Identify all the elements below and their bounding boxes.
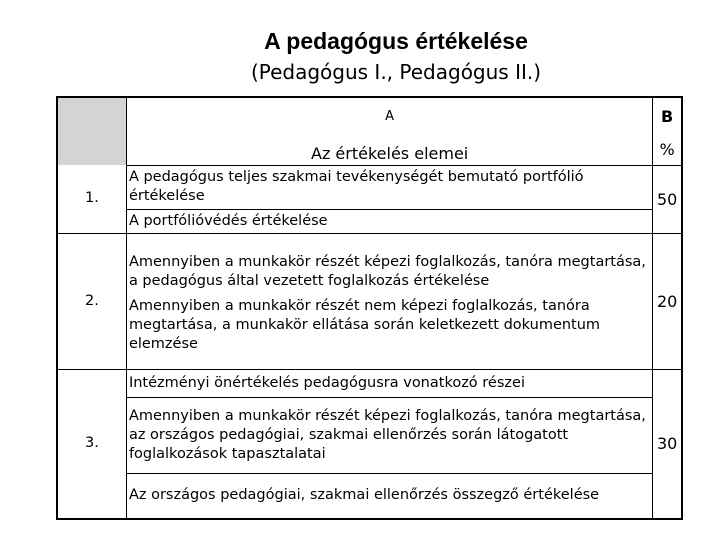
- row-number: 3.: [57, 369, 126, 519]
- row-percent: 50: [653, 165, 682, 233]
- evaluation-item: A pedagógus teljes szakmai tevékenységét bemutató portfólió értékelése: [126, 165, 652, 209]
- evaluation-item: Amennyiben a munkakör részét nem képezi foglalkozás, tanóra megtartása, a munkakör ellátása során keletkezett dokumentum elemzése: [126, 297, 652, 369]
- column-a-header: A: [126, 97, 652, 135]
- evaluation-item: Amennyiben a munkakör részét képezi foglalkozás, tanóra megtartása, az országos pedagógiai, szakmai ellenőrzés során látogatott foglalkozások tapasztalatai: [126, 397, 652, 473]
- evaluation-item: Intézményi önértékelés pedagógusra vonatkozó részei: [126, 369, 652, 397]
- evaluation-table: [56, 96, 683, 520]
- row-number: 1.: [57, 165, 126, 233]
- page-subtitle: (Pedagógus I., Pedagógus II.): [250, 60, 542, 84]
- evaluation-item: Az országos pedagógiai, szakmai ellenőrzés összegző értékelése: [126, 473, 652, 519]
- row-percent: 20: [653, 233, 682, 369]
- row-percent: 30: [653, 369, 682, 519]
- evaluation-item: A portfólióvédés értékelése: [126, 209, 652, 233]
- row-number: 2.: [57, 233, 126, 369]
- evaluation-item: Amennyiben a munkakör részét képezi foglalkozás, tanóra megtartása, a pedagógus által vezetett foglalkozás értékelése: [126, 233, 652, 297]
- elements-header: Az értékelés elemei: [126, 135, 652, 165]
- percent-header: %: [653, 135, 682, 165]
- page-title: A pedagógus értékelése: [264, 28, 528, 54]
- column-b-header: B: [653, 97, 682, 135]
- header-corner-cell: [57, 97, 126, 165]
